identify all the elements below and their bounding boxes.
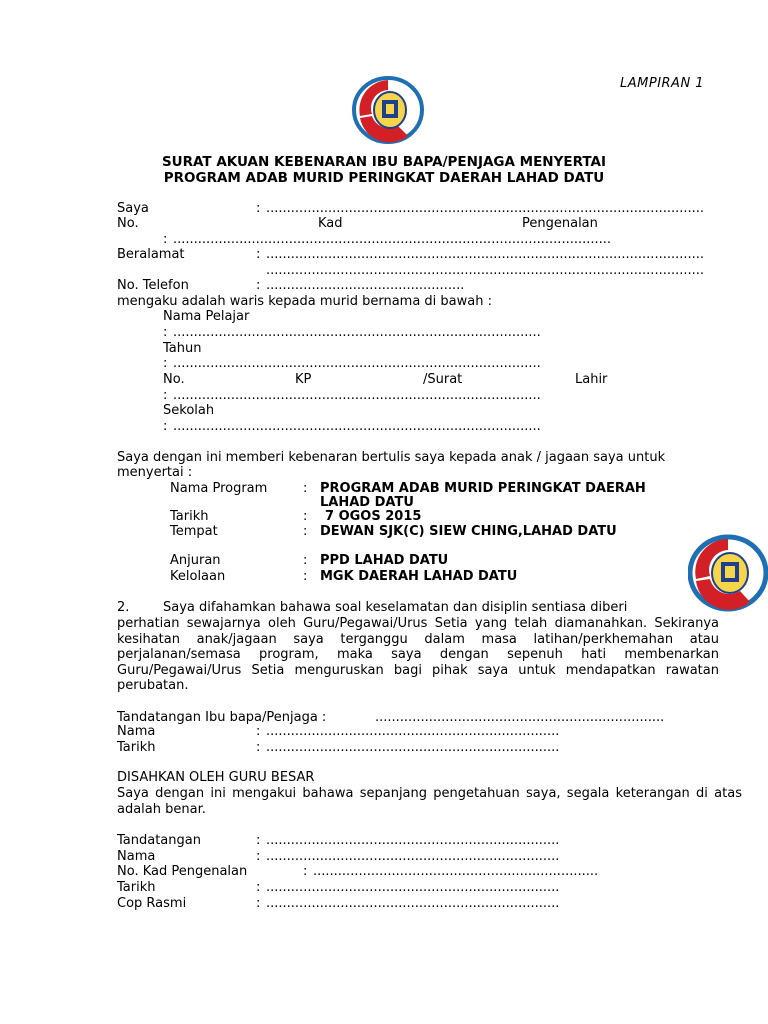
clause-number: 2. bbox=[117, 600, 130, 615]
colon: : bbox=[256, 201, 261, 216]
headmaster-statement: Saya dengan ini mengakui bahawa sepanjang pengetahuan saya, segala keterangan di atas adalah benar. bbox=[117, 786, 742, 817]
colon: : bbox=[256, 880, 261, 895]
school-logo bbox=[352, 76, 424, 144]
form-title-line2: PROGRAM ADAB MURID PERINGKAT DAERAH LAHAD DATU bbox=[163, 170, 605, 186]
hm-name-blank[interactable]: ....................................................................... bbox=[266, 849, 560, 864]
tahun-label: Tahun bbox=[163, 341, 202, 356]
nama-pelajar-label: Nama Pelajar bbox=[163, 309, 250, 324]
program-label: Nama Program bbox=[170, 481, 268, 496]
year-blank[interactable]: ......................................................................................... bbox=[173, 356, 541, 371]
saya-blank[interactable]: .......................................................................................................... bbox=[266, 201, 705, 216]
waris-statement: mengaku adalah waris kepada murid bernama di bawah : bbox=[117, 294, 492, 309]
colon: : bbox=[303, 569, 308, 584]
hm-cop-label: Cop Rasmi bbox=[117, 896, 187, 911]
colon: : bbox=[256, 896, 261, 911]
student-name-blank[interactable]: ......................................................................................... bbox=[173, 325, 541, 340]
colon: : bbox=[163, 232, 168, 247]
hm-ic-blank[interactable]: ..................................................................... bbox=[313, 864, 599, 879]
kelolaan-value: MGK DAERAH LAHAD DATU bbox=[320, 569, 518, 584]
beralamat-label: Beralamat bbox=[117, 247, 185, 262]
clause-first-line: Saya difahamkan bahawa soal keselamatan dan disiplin sentiasa diberi bbox=[163, 600, 628, 615]
parent-signature-blank[interactable]: ...................................................................... bbox=[375, 710, 665, 725]
colon: : bbox=[303, 864, 308, 879]
address-blank-2[interactable]: .......................................................................................................... bbox=[266, 263, 705, 278]
ic-blank[interactable]: .......................................................................................................... bbox=[173, 232, 612, 247]
hm-tarikh-label: Tarikh bbox=[117, 880, 156, 895]
program-value-2: LAHAD DATU bbox=[320, 495, 414, 510]
telefon-label: No. Telefon bbox=[117, 278, 189, 293]
colon: : bbox=[303, 524, 308, 539]
phone-blank[interactable]: ................................................ bbox=[266, 278, 465, 293]
headmaster-heading: DISAHKAN OLEH GURU BESAR bbox=[117, 770, 315, 785]
parent-tarikh-label: Tarikh bbox=[117, 740, 156, 755]
colon: : bbox=[303, 481, 308, 496]
colon: : bbox=[163, 419, 168, 434]
hm-stamp-blank[interactable]: ....................................................................... bbox=[266, 896, 560, 911]
sekolah-label: Sekolah bbox=[163, 403, 215, 418]
colon: : bbox=[256, 740, 261, 755]
lahir-label: Lahir bbox=[575, 372, 608, 387]
kp-label: KP bbox=[295, 372, 312, 387]
school-blank[interactable]: ......................................................................................... bbox=[173, 419, 541, 434]
colon: : bbox=[256, 724, 261, 739]
parent-signature-label: Tandatangan Ibu bapa/Penjaga : bbox=[117, 710, 327, 725]
parent-name-blank[interactable]: ....................................................................... bbox=[266, 724, 560, 739]
saya-label: Saya bbox=[117, 201, 149, 216]
hm-date-blank[interactable]: ....................................................................... bbox=[266, 880, 560, 895]
consent-intro-2: menyertai : bbox=[117, 465, 193, 480]
hm-ic-label: No. Kad Pengenalan bbox=[117, 864, 248, 879]
attachment-label: LAMPIRAN 1 bbox=[620, 76, 705, 91]
hm-tandatangan-label: Tandatangan bbox=[117, 833, 201, 848]
hm-signature-blank[interactable]: ....................................................................... bbox=[266, 833, 560, 848]
surat-label: /Surat bbox=[423, 372, 463, 387]
hm-nama-label: Nama bbox=[117, 849, 156, 864]
pengenalan-label: Pengenalan bbox=[522, 216, 598, 231]
tempat-value: DEWAN SJK(C) SIEW CHING,LAHAD DATU bbox=[320, 524, 617, 539]
tempat-label: Tempat bbox=[170, 524, 218, 539]
anjuran-value: PPD LAHAD DATU bbox=[320, 553, 449, 568]
clause-text: perhatian sewajarnya oleh Guru/Pegawai/Urus Setia yang telah diamanahkan. Sekiranya kesihatan anak/jagaan saya terganggu dalam masa latihan/perkhemahan atau perjalanan/semasa program, maka saya dengan sepenuh hati membenarkan Guru/Pegawai/Urus Setia menguruskan bagi pihak saya untuk mendapatkan rawatan perubatan. bbox=[117, 616, 719, 694]
colon: : bbox=[303, 553, 308, 568]
tarikh-label: Tarikh bbox=[170, 509, 209, 524]
colon: : bbox=[163, 356, 168, 371]
colon: : bbox=[303, 509, 308, 524]
form-title-line1: SURAT AKUAN KEBENARAN IBU BAPA/PENJAGA MENYERTAI bbox=[161, 154, 607, 170]
kad-label: Kad bbox=[318, 216, 343, 231]
tarikh-value: 7 OGOS 2015 bbox=[325, 509, 422, 524]
colon: : bbox=[256, 849, 261, 864]
colon: : bbox=[256, 278, 261, 293]
colon: : bbox=[163, 388, 168, 403]
no-label: No. bbox=[163, 372, 185, 387]
kp-blank[interactable]: ......................................................................................... bbox=[173, 388, 541, 403]
program-value-1: PROGRAM ADAB MURID PERINGKAT DAERAH bbox=[320, 481, 646, 496]
colon: : bbox=[256, 247, 261, 262]
colon: : bbox=[256, 833, 261, 848]
address-blank-1[interactable]: .......................................................................................................... bbox=[266, 247, 705, 262]
anjuran-label: Anjuran bbox=[170, 553, 221, 568]
no-label: No. bbox=[117, 216, 139, 231]
parent-date-blank[interactable]: ....................................................................... bbox=[266, 740, 560, 755]
kelolaan-label: Kelolaan bbox=[170, 569, 226, 584]
parent-nama-label: Nama bbox=[117, 724, 156, 739]
colon: : bbox=[163, 325, 168, 340]
school-logo-stamp bbox=[688, 534, 768, 612]
consent-intro-1: Saya dengan ini memberi kebenaran bertulis saya kepada anak / jagaan saya untuk bbox=[117, 450, 666, 465]
